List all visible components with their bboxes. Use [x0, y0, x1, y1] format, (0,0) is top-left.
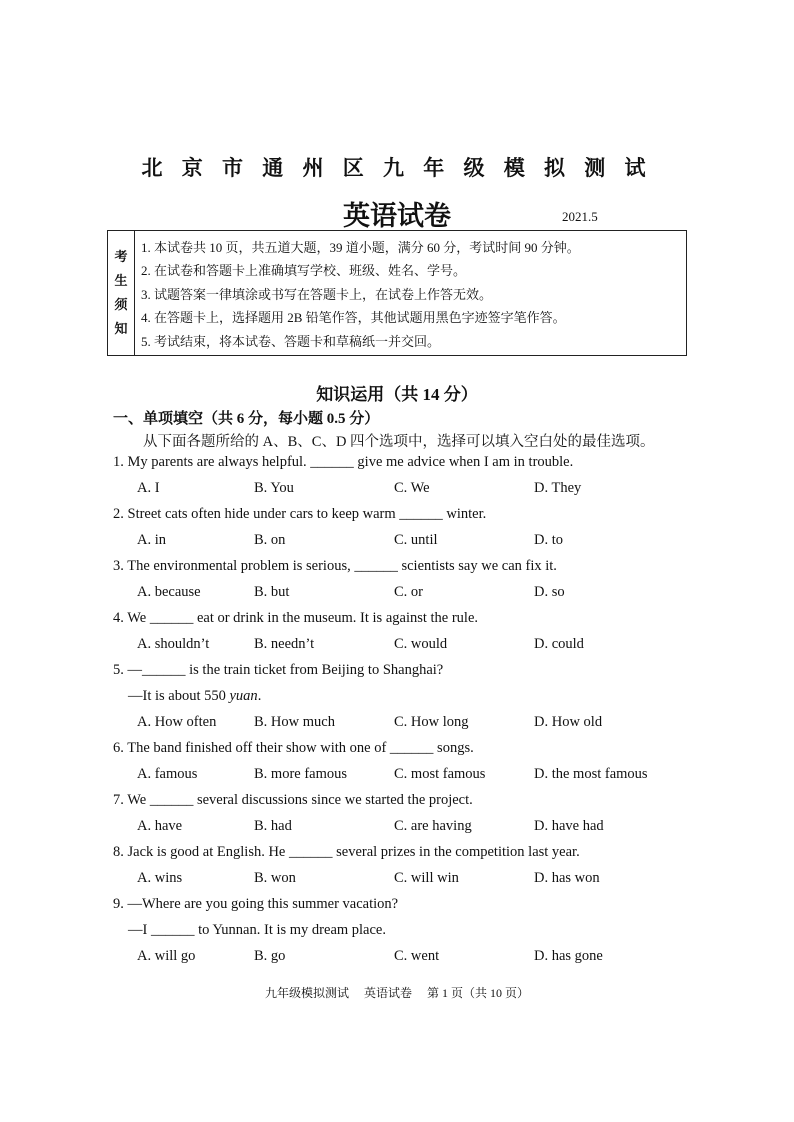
option-c: C. went — [394, 948, 440, 964]
notice-list — [141, 236, 580, 353]
region-title: 北 京 市 通 州 区 九 年 级 模 拟 测 试 — [141, 156, 653, 180]
option-c: C. would — [394, 636, 448, 652]
notice-label-char: 须 — [114, 297, 128, 312]
option-d: D. to — [534, 532, 563, 548]
option-a: A. wins — [137, 870, 183, 886]
exam-date: 2021.5 — [562, 209, 598, 224]
option-d: D. could — [534, 636, 584, 652]
option-d: D. How old — [534, 714, 603, 730]
question-stem: 2. Street cats often hide under cars to keep warm ______ winter. — [113, 506, 487, 522]
option-c: C. or — [394, 584, 423, 600]
option-a: A. I — [137, 480, 160, 496]
dialog-answer-italic: yuan — [229, 688, 258, 704]
option-a: A. famous — [137, 766, 198, 782]
notice-label-char: 考 — [114, 249, 128, 264]
option-b: B. but — [254, 584, 290, 600]
option-d: D. the most famous — [534, 766, 648, 782]
question-stem: 3. The environmental problem is serious, ______ scientists say we can fix it. — [113, 558, 557, 574]
instructions: 从下面各题所给的 A、B、C、D 四个选项中，选择可以填入空白处的最佳选项。 — [143, 434, 655, 450]
part-heading: 一、单项填空（共 6 分，每小题 0.5 分） — [113, 411, 380, 427]
question-stem: 1. My parents are always helpful. ______ give me advice when I am in trouble. — [113, 454, 574, 470]
notice-item: 4. 在答题卡上，选择题用 2B 铅笔作答，其他试题用黑色字迹签字笔作答。 — [141, 310, 566, 326]
option-b: B. won — [254, 870, 296, 886]
dialog-answer — [128, 688, 261, 705]
option-c: C. are having — [394, 818, 472, 834]
option-c: C. most famous — [394, 766, 486, 782]
dialog-answer-prefix: —It is about 550 — [128, 688, 230, 704]
question-stem: 6. The band finished off their show with one of ______ songs. — [113, 740, 474, 756]
page-footer — [0, 984, 794, 1001]
exam-title: 英语试卷 — [343, 201, 451, 231]
option-b: B. on — [254, 532, 286, 548]
option-a: A. How often — [137, 714, 217, 730]
option-d: D. have had — [534, 818, 604, 834]
question-stem: 9. —Where are you going this summer vacation? — [113, 896, 399, 912]
dialog-answer-suffix: . — [257, 688, 262, 704]
option-c: C. until — [394, 532, 438, 548]
section-title: 知识运用（共 14 分） — [316, 385, 478, 404]
question-stem: 4. We ______ eat or drink in the museum. It is against the rule. — [113, 610, 479, 626]
footer-page-info: 第 1 页（共 10 页） — [427, 986, 530, 1000]
option-b: B. needn’t — [254, 636, 315, 652]
option-a: A. have — [137, 818, 183, 834]
option-b: B. more famous — [254, 766, 348, 782]
notice-item: 2. 在试卷和答题卡上准确填写学校、班级、姓名、学号。 — [141, 263, 467, 279]
question-stem: 5. —______ is the train ticket from Beijing to Shanghai? — [113, 662, 444, 678]
notice-label-char: 生 — [114, 273, 128, 288]
option-c: C. We — [394, 480, 430, 496]
option-d: D. so — [534, 584, 565, 600]
option-b: B. You — [254, 480, 294, 496]
option-d: D. has gone — [534, 948, 603, 964]
footer-subject: 英语试卷 — [363, 986, 412, 1000]
notice-item: 1. 本试卷共 10 页，共五道大题，39 道小题，满分 60 分，考试时间 90 分钟。 — [141, 240, 580, 255]
notice-item: 5. 考试结束，将本试卷、答题卡和草稿纸一并交回。 — [141, 333, 441, 349]
footer-grade-test: 九年级模拟测试 — [264, 986, 349, 1000]
option-b: B. go — [254, 948, 286, 964]
option-a: A. in — [137, 532, 166, 548]
option-c: C. How long — [394, 714, 469, 730]
dialog-answer: —I ______ to Yunnan. It is my dream place. — [128, 922, 386, 938]
notice-label — [108, 231, 135, 355]
option-b: B. had — [254, 818, 292, 834]
notice-item: 3. 试题答案一律填涂或书写在答题卡上，在试卷上作答无效。 — [141, 286, 493, 302]
question-stem: 8. Jack is good at English. He ______ several prizes in the competition last year. — [113, 844, 580, 860]
option-c: C. will win — [394, 870, 459, 886]
option-d: D. has won — [534, 870, 600, 886]
notice-label-char: 知 — [114, 321, 128, 336]
option-b: B. How much — [254, 714, 335, 730]
option-a: A. because — [137, 584, 201, 600]
question-stem: 7. We ______ several discussions since we started the project. — [113, 792, 473, 808]
option-a: A. will go — [137, 948, 196, 964]
option-a: A. shouldn’t — [137, 636, 210, 652]
candidate-notice-box — [107, 230, 687, 356]
option-d: D. They — [534, 480, 582, 496]
